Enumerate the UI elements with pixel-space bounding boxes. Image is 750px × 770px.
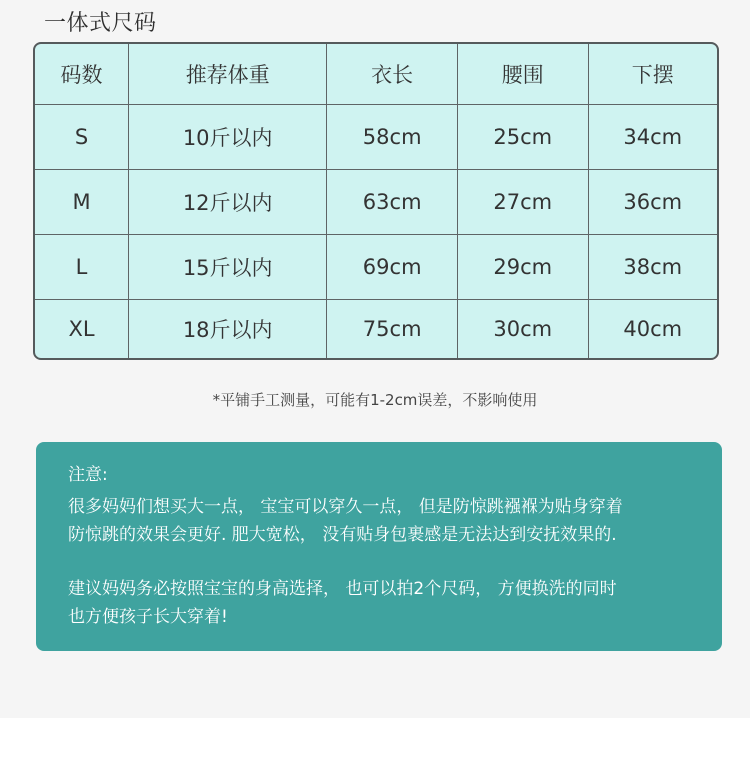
cell-weight: 15斤以内 bbox=[129, 235, 327, 300]
size-table bbox=[33, 42, 719, 360]
cell-length: 63cm bbox=[327, 170, 458, 235]
size-chart-heading: 一体式尺码 bbox=[44, 11, 157, 36]
attention-text-line: 也方便孩子长大穿着! bbox=[68, 607, 228, 627]
cell-hem: 36cm bbox=[589, 170, 717, 235]
cell-waist: 30cm bbox=[458, 300, 589, 358]
table-header-row bbox=[35, 44, 717, 105]
cell-length: 58cm bbox=[327, 105, 458, 170]
header-hem: 下摆 bbox=[589, 44, 717, 105]
cell-length: 69cm bbox=[327, 235, 458, 300]
attention-title: 注意: bbox=[68, 465, 108, 485]
table-row bbox=[35, 235, 717, 300]
attention-box bbox=[36, 442, 722, 651]
measurement-note: *平铺手工测量，可能有1-2cm误差，不影响使用 bbox=[212, 391, 538, 409]
cell-waist: 29cm bbox=[458, 235, 589, 300]
cell-size: S bbox=[35, 105, 129, 170]
table-row bbox=[35, 170, 717, 235]
cell-waist: 25cm bbox=[458, 105, 589, 170]
cell-size: L bbox=[35, 235, 129, 300]
cell-hem: 38cm bbox=[589, 235, 717, 300]
attention-text-line: 建议妈妈务必按照宝宝的身高选择， 也可以拍2个尺码， 方便换洗的同时 bbox=[68, 579, 617, 599]
attention-text-line: 很多妈妈们想买大一点， 宝宝可以穿久一点， 但是防惊跳襁褓为贴身穿着 bbox=[68, 497, 623, 517]
table-row bbox=[35, 300, 717, 358]
cell-waist: 27cm bbox=[458, 170, 589, 235]
table-row bbox=[35, 105, 717, 170]
header-size: 码数 bbox=[35, 44, 129, 105]
cell-weight: 10斤以内 bbox=[129, 105, 327, 170]
header-length: 衣长 bbox=[327, 44, 458, 105]
cell-weight: 12斤以内 bbox=[129, 170, 327, 235]
header-weight: 推荐体重 bbox=[129, 44, 327, 105]
attention-text-line: 防惊跳的效果会更好. 肥大宽松， 没有贴身包裹感是无法达到安抚效果的. bbox=[68, 525, 617, 545]
cell-size: M bbox=[35, 170, 129, 235]
cell-hem: 40cm bbox=[623, 317, 683, 341]
cell-hem: 34cm bbox=[589, 105, 717, 170]
cell-size: XL bbox=[35, 300, 129, 358]
header-waist: 腰围 bbox=[458, 44, 589, 105]
cell-weight: 18斤以内 bbox=[129, 300, 327, 358]
cell-length: 75cm bbox=[327, 300, 458, 358]
